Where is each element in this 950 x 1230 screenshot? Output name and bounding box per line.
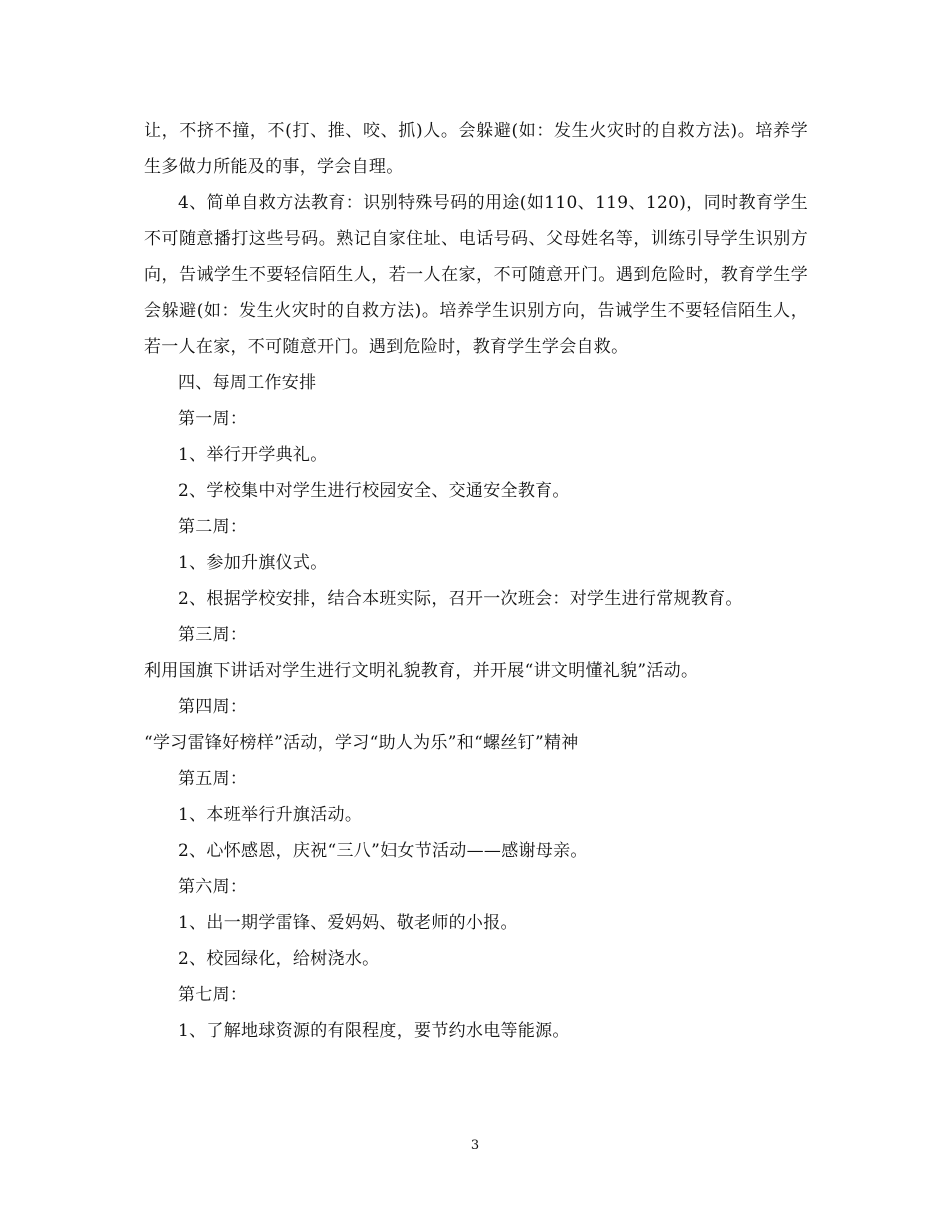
list-item: 1、了解地球资源的有限程度，要节约水电等能源。 bbox=[178, 1021, 570, 1041]
list-item: 2、根据学校安排，结合本班实际，召开一次班会：对学生进行常规教育。 bbox=[178, 589, 743, 609]
section-heading: 四、每周工作安排 bbox=[178, 373, 317, 393]
week-heading: 第六周： bbox=[178, 877, 248, 897]
week-heading: 第一周： bbox=[178, 409, 248, 429]
list-item: 1、出一期学雷锋、爱妈妈、敬老师的小报。 bbox=[178, 913, 518, 933]
list-item: 2、学校集中对学生进行校园安全、交通安全教育。 bbox=[178, 481, 570, 501]
paragraph: 4、简单自救方法教育：识别特殊号码的用途(如110、119、120)，同时教育学生不可随意播打这些号码。熟记自家住址、电话号码、父母姓名等，训练引导学生识别方向，告诫学生不要轻信陌生人，若一人在家，不可随意开门。遇到危险时，教育学生学会躲避(如：发生火灾时的自救方法)。培养学生识别方向，告诫学生不要轻信陌生人，若一人在家，不可随意开门。遇到危险时，教育学生学会自救。 bbox=[144, 193, 808, 357]
list-item: 1、举行开学典礼。 bbox=[178, 445, 328, 465]
week-heading: 第四周： bbox=[178, 697, 248, 717]
week-heading: 第七周： bbox=[178, 985, 248, 1005]
document-body bbox=[144, 113, 808, 1049]
week-heading: 第五周： bbox=[178, 769, 248, 789]
paragraph: 让，不挤不撞，不(打、推、咬、抓)人。会躲避(如：发生火灾时的自救方法)。培养学生多做力所能及的事，学会自理。 bbox=[144, 121, 808, 177]
week-heading: 第二周： bbox=[178, 517, 248, 537]
list-item: 2、心怀感恩，庆祝“三八”妇女节活动——感谢母亲。 bbox=[178, 841, 588, 861]
paragraph: 利用国旗下讲话对学生进行文明礼貌教育，并开展“讲文明懂礼貌”活动。 bbox=[144, 661, 699, 681]
list-item: 1、参加升旗仪式。 bbox=[178, 553, 328, 573]
page-number: 3 bbox=[470, 1138, 480, 1153]
paragraph: “学习雷锋好榜样”活动，学习“助人为乐”和“螺丝钉”精神 bbox=[144, 733, 579, 753]
week-heading: 第三周： bbox=[178, 625, 248, 645]
list-item: 2、校园绿化，给树浇水。 bbox=[178, 949, 380, 969]
list-item: 1、本班举行升旗活动。 bbox=[178, 805, 363, 825]
